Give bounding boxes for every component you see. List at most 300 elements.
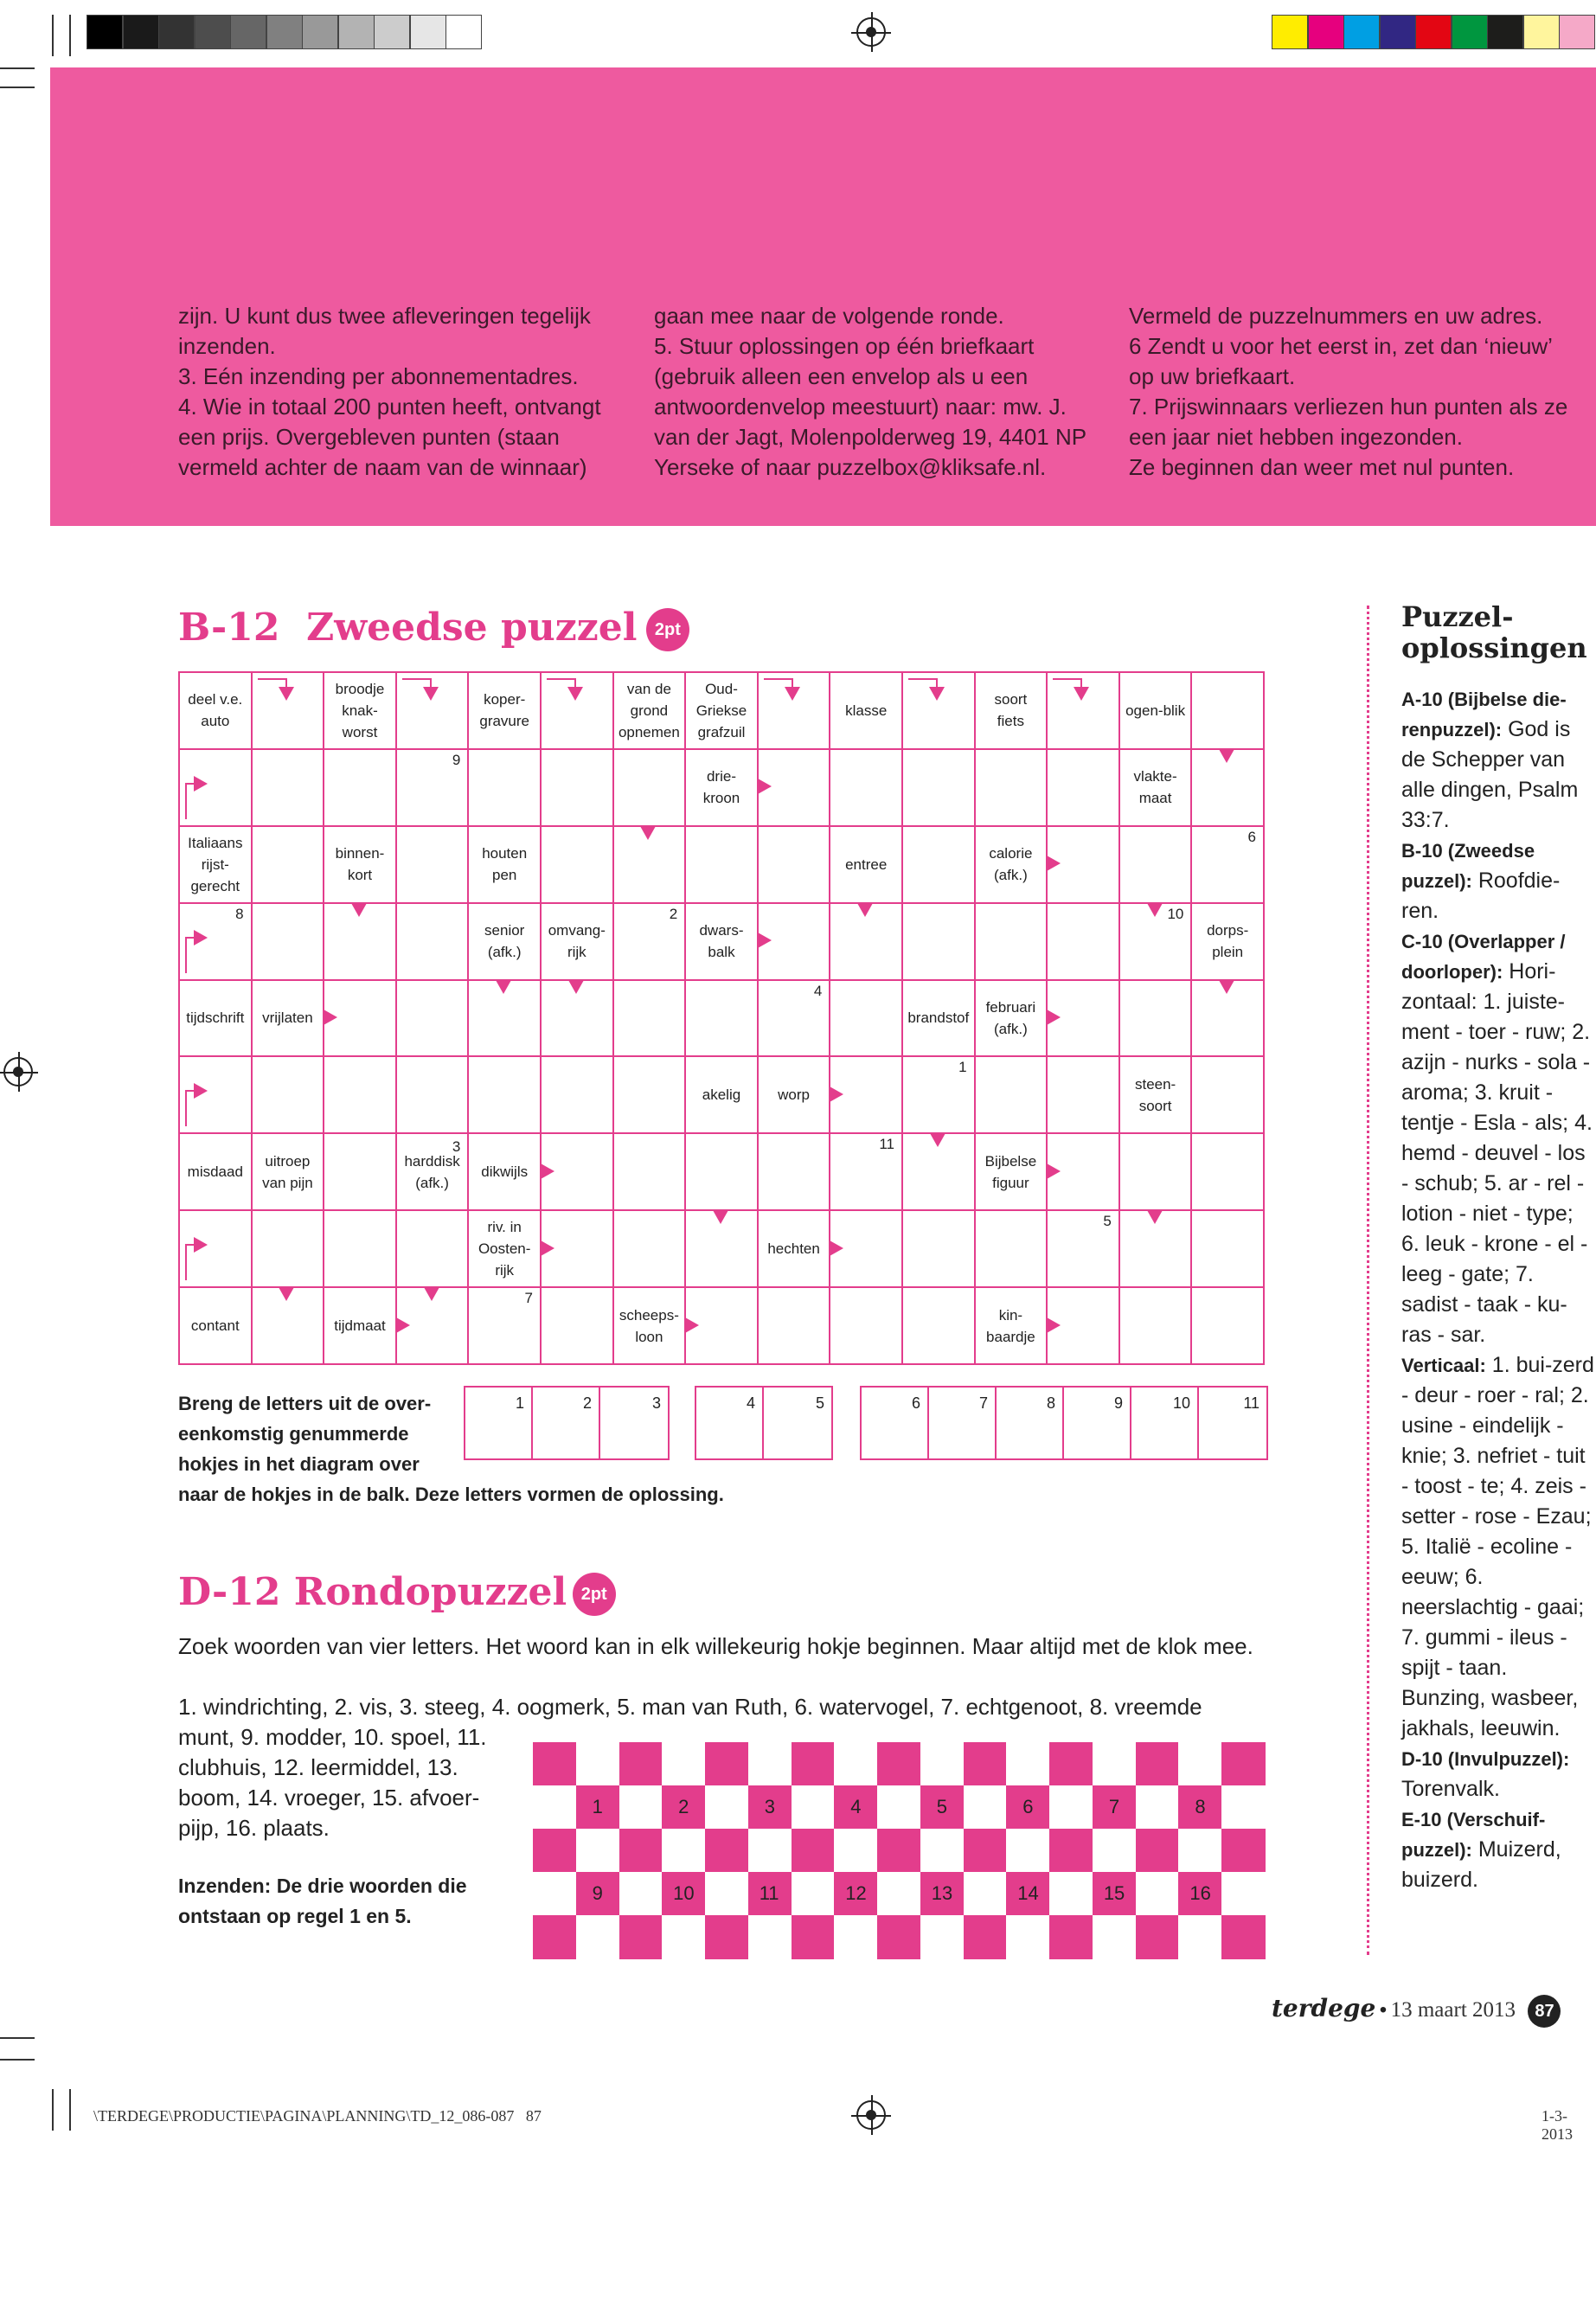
grid-cell (1190, 1132, 1265, 1211)
white-square (877, 1872, 921, 1916)
grid-cell (1046, 748, 1120, 827)
clue-text: senior (afk.) (484, 922, 525, 961)
color-swatch (266, 15, 303, 49)
white-square (619, 1872, 663, 1916)
grid-cell (251, 902, 325, 981)
arrow-down-icon (279, 687, 294, 701)
rules-text: 4. Wie in totaal 200 punten heeft, ontvangt een prijs. Overgebleven punten (staan vermeld achter de naam van de winnaar) (178, 394, 601, 480)
d12-clues (178, 1722, 524, 1843)
pink-square (619, 1829, 663, 1873)
sidebar-divider (1367, 606, 1369, 1955)
solution-cell (696, 1388, 764, 1458)
clue-text: scheeps-loon (619, 1306, 679, 1345)
grid-cell (829, 979, 903, 1058)
white-square (1221, 1872, 1266, 1916)
clue-text: drie-kroon (702, 768, 740, 807)
white-square (1221, 1785, 1266, 1830)
grid-cell (395, 825, 470, 904)
swedish-puzzle-grid (178, 671, 1263, 1363)
instruction-line: hokjes in het diagram over (178, 1453, 420, 1475)
arrow-right-icon (324, 1009, 337, 1025)
cell-number: 11 (879, 1136, 894, 1153)
color-swatch (338, 15, 375, 49)
clue-text: calorie (afk.) (989, 845, 1033, 884)
grid-cell (612, 1055, 687, 1134)
solution-entry (1401, 1350, 1596, 1744)
white-square (920, 1915, 965, 1959)
clue-text: contant (190, 1317, 240, 1335)
print-date: 1-3-2013 (1542, 2107, 1573, 2143)
white-square (576, 1829, 620, 1873)
white-square (834, 1742, 878, 1786)
arrow-down-icon (1219, 980, 1234, 994)
entry-heading: puzzel): (1401, 870, 1472, 892)
white-square (1093, 1742, 1137, 1786)
crop-mark (52, 15, 54, 56)
arrow-right-icon (758, 779, 772, 794)
pink-square (792, 1829, 836, 1873)
white-square (748, 1829, 792, 1873)
solutions-sidebar (1401, 601, 1596, 1895)
arrow-down-icon (1074, 687, 1089, 701)
clue-text: tijdmaat (334, 1317, 386, 1335)
rondo-number: 2 (678, 1796, 689, 1817)
white-square (748, 1742, 792, 1786)
clue-cell (974, 1286, 1048, 1365)
color-swatch (195, 15, 231, 49)
color-swatch (1523, 15, 1560, 49)
solution-entry (1401, 836, 1596, 926)
pink-square (792, 1742, 836, 1786)
clue-text: Bijbelse figuur (984, 1152, 1037, 1191)
clue-cell (178, 1286, 253, 1365)
pink-square (619, 1915, 663, 1959)
clue-text: deel v.e. auto (188, 691, 243, 730)
grid-cell (467, 748, 542, 827)
white-square (748, 1915, 792, 1959)
crop-mark (69, 2089, 71, 2131)
arrow-down-icon (279, 1287, 294, 1301)
pink-square (1136, 1829, 1180, 1873)
solution-number: 11 (1243, 1394, 1259, 1412)
arrow-right-icon (685, 1317, 699, 1333)
arrow-down-icon (351, 903, 367, 917)
clue-text: ogen-blik (1125, 702, 1186, 719)
rules-column-2 (654, 301, 1104, 483)
arrow-right-icon (1047, 856, 1061, 871)
white-square (705, 1872, 749, 1916)
solution-cell (764, 1388, 831, 1458)
grid-cell (540, 1286, 614, 1365)
arrow-right-icon (758, 933, 772, 948)
clue-line: clubhuis, 12. leermiddel, 13. (178, 1754, 458, 1780)
clue-text: dikwijls (481, 1163, 529, 1181)
d12-clues-line: 1. windrichting, 2. vis, 3. steeg, 4. oogmerk, 5. man van Ruth, 6. watervogel, 7. echtgenoot, 8. vreemde (178, 1694, 1202, 1720)
pink-square (619, 1742, 663, 1786)
d12-send-in (178, 1871, 467, 1932)
arrow-down-icon (785, 687, 800, 701)
grid-cell (1118, 1286, 1193, 1365)
rules-text: 7. Prijswinnaars verliezen hun punten als ze een jaar niet hebben ingezonden. (1129, 394, 1568, 450)
white-square (964, 1872, 1008, 1916)
grid-cell (1046, 1209, 1120, 1288)
grid-cell (323, 1209, 397, 1288)
rondo-number: 13 (931, 1882, 953, 1904)
color-swatch (1415, 15, 1452, 49)
issue-date: 13 maart 2013 (1390, 1998, 1516, 2022)
clue-cell (1190, 902, 1265, 981)
clue-line: boom, 14. vroeger, 15. afvoer- (178, 1785, 480, 1811)
clue-cell (467, 1209, 542, 1288)
entry-text: 1. bui-zerd - deur - roer - ral; 2. usine - eindelijk - knie; 3. nefriet - tuit - toost - te; 4. zeis - setter - rose - Ezau; 5. Italië - ecoline - eeuw; 6. neerslachtig - gaai; 7. gummi - ileus - spijt - taan. Bunzing, wasbeer, jakhals, leeuwin. (1401, 1353, 1594, 1740)
clue-text: broodje knak-worst (335, 680, 385, 740)
pink-square (964, 1915, 1008, 1959)
entry-heading: Verticaal: (1401, 1355, 1486, 1376)
rules-text: Vermeld de puzzelnummers en uw adres. (1129, 303, 1543, 329)
solution-cell (600, 1388, 668, 1458)
arrow-right-icon (194, 1083, 208, 1099)
rondo-number: 15 (1103, 1882, 1125, 1904)
color-swatch (1380, 15, 1416, 49)
sidebar-title-line: oplossingen (1401, 631, 1587, 664)
color-swatch (410, 15, 446, 49)
file-path: \TERDEGE\PRODUCTIE\PAGINA\PLANNING\TD_12_086-087 87 (93, 2107, 542, 2125)
color-swatch (302, 15, 338, 49)
grid-cell (467, 1286, 542, 1365)
grid-cell (612, 902, 687, 981)
pink-square (877, 1915, 921, 1959)
color-swatch (1272, 15, 1308, 49)
grid-cell (251, 1055, 325, 1134)
solution-cell (997, 1388, 1064, 1458)
pink-square (533, 1915, 577, 1959)
instruction-line: naar de hokjes in de balk. Deze letters vormen de oplossing. (178, 1484, 724, 1505)
clue-text: riv. in Oosten-rijk (478, 1219, 531, 1279)
arrow-right-icon (396, 1317, 410, 1333)
page-footer (1272, 1994, 1561, 2028)
clue-text: Italiaans rijst-gerecht (188, 834, 243, 894)
grid-cell (974, 1209, 1048, 1288)
clue-text: klasse (845, 702, 888, 719)
solution-group (860, 1386, 1268, 1460)
white-square (576, 1742, 620, 1786)
grid-cell (1046, 902, 1120, 981)
white-square (662, 1829, 706, 1873)
clue-text: vlakte-maat (1133, 768, 1177, 807)
pink-square (1221, 1915, 1266, 1959)
b12-title: B-12 Zweedse puzzel (178, 606, 638, 650)
grid-cell (684, 825, 759, 904)
grid-cell (251, 1209, 325, 1288)
arrow-down-icon (1147, 903, 1163, 917)
clue-line: pijp, 16. plaats. (178, 1815, 330, 1841)
crop-mark (0, 87, 35, 88)
cell-number: 4 (813, 982, 823, 999)
solution-number: 7 (978, 1394, 988, 1412)
solution-number: 2 (582, 1394, 592, 1412)
clue-cell (540, 902, 614, 981)
clue-text: dorps-plein (1207, 922, 1249, 961)
grid-cell (1118, 979, 1193, 1058)
clue-text: akelig (702, 1086, 741, 1104)
registration-mark-icon (3, 1057, 33, 1086)
rules-text: gaan mee naar de volgende ronde. (654, 303, 1004, 329)
rondo-number: 1 (592, 1796, 603, 1817)
crop-mark (0, 2037, 35, 2039)
grid-cell (757, 979, 831, 1058)
entry-heading: A-10 (Bijbelse die- (1401, 689, 1567, 710)
arrow-right-icon (1047, 1163, 1061, 1179)
registration-mark-icon (856, 2100, 886, 2130)
clue-text: houten pen (482, 845, 528, 884)
solution-number: 9 (1113, 1394, 1123, 1412)
grid-cell (1190, 1055, 1265, 1134)
cell-number: 3 (452, 1138, 461, 1156)
grid-cell (540, 825, 614, 904)
rondo-number: 6 (1022, 1796, 1034, 1817)
bullet: • (1379, 1998, 1388, 2022)
entry-heading: renpuzzel): (1401, 719, 1503, 740)
arrow-down-icon (713, 1210, 728, 1224)
grid-cell (829, 1286, 903, 1365)
grid-cell (974, 748, 1048, 827)
grid-cell (323, 748, 397, 827)
clue-cell (178, 979, 253, 1058)
grid-cell (323, 1132, 397, 1211)
d12-intro: Zoek woorden van vier letters. Het woord kan in elk willekeurig hokje beginnen. Maar altijd met de klok mee. (178, 1633, 1253, 1659)
clue-cell (323, 671, 397, 750)
grid-cell (540, 748, 614, 827)
arrow-down-icon (640, 826, 656, 840)
color-swatch (445, 15, 482, 49)
clue-text: vrijlaten (262, 1009, 313, 1027)
clue-cell (612, 671, 687, 750)
white-square (1049, 1785, 1093, 1830)
grid-cell (901, 1209, 976, 1288)
sidebar-entries (1401, 684, 1596, 1895)
solution-number: 6 (911, 1394, 920, 1412)
arrow-down-icon (496, 980, 511, 994)
registration-mark-icon (856, 17, 886, 47)
grid-cell (395, 748, 470, 827)
clue-text: hechten (767, 1240, 820, 1258)
pink-square (877, 1742, 921, 1786)
d12-title: D-12 Rondopuzzel (178, 1570, 567, 1614)
grid-cell (974, 902, 1048, 981)
clue-cell (323, 825, 397, 904)
crop-mark (0, 67, 35, 69)
sidebar-title (1401, 601, 1596, 663)
color-swatch (158, 15, 195, 49)
instruction-line: eenkomstig genummerde (178, 1423, 409, 1445)
arrow-right-icon (541, 1163, 554, 1179)
pink-square (533, 1742, 577, 1786)
solution-cell (1064, 1388, 1131, 1458)
clue-text: uitroep van pijn (262, 1152, 313, 1191)
solution-cell (1199, 1388, 1266, 1458)
clue-text: koper-gravure (479, 691, 529, 730)
clue-cell (974, 671, 1048, 750)
grid-cell (684, 1132, 759, 1211)
grid-cell (901, 748, 976, 827)
color-swatch (87, 15, 123, 49)
pink-square (1049, 1742, 1093, 1786)
solution-number: 3 (651, 1394, 661, 1412)
magazine-logo: terdege (1272, 1994, 1376, 2022)
clue-text: brandstof (907, 1009, 970, 1027)
arrow-right-icon (194, 930, 208, 945)
grid-cell (251, 825, 325, 904)
clue-cell (178, 1132, 253, 1211)
clue-text: entree (845, 856, 888, 873)
arrow-right-icon (1047, 1317, 1061, 1333)
cell-number: 6 (1247, 828, 1256, 845)
rules-text: Ze beginnen dan weer met nul punten. (1129, 454, 1515, 480)
solution-number: 8 (1046, 1394, 1055, 1412)
entry-text: Torenvalk. (1401, 1777, 1500, 1801)
color-swatch (1452, 15, 1488, 49)
clue-text: binnen-kort (335, 845, 385, 884)
grid-cell (901, 825, 976, 904)
rondo-number: 5 (936, 1796, 947, 1817)
pink-square (533, 1829, 577, 1873)
clue-cell (1118, 671, 1193, 750)
white-square (792, 1872, 836, 1916)
white-square (920, 1829, 965, 1873)
page-number: 87 (1528, 1995, 1561, 2028)
entry-heading: D-10 (Invulpuzzel): (1401, 1748, 1570, 1770)
pink-square (1221, 1742, 1266, 1786)
color-swatch (1559, 15, 1595, 49)
entry-heading: doorloper): (1401, 961, 1503, 983)
points-badge: 2pt (573, 1573, 616, 1616)
pink-square (1221, 1829, 1266, 1873)
solution-entry (1401, 1804, 1596, 1895)
pink-square (705, 1915, 749, 1959)
send-in-line: ontstaan op regel 1 en 5. (178, 1905, 412, 1927)
entry-text: Hori-zontaal: 1. juiste-ment - toer - ruw; 2. azijn - nurks - sola - aroma; 3. kruit - tentje - Esla - als; 4. hemd - deuvel - los - schub; 5. ar - rel - lotion - niet - type; 6. leuk - krone - el - leeg - gate; 7. sadist - taak - ku-ras - sar. (1401, 959, 1593, 1347)
cell-number: 10 (1167, 905, 1184, 922)
rondo-number: 14 (1017, 1882, 1039, 1904)
rules-text: 6 Zendt u voor het eerst in, zet dan ‘nieuw’ op uw briefkaart. (1129, 333, 1552, 389)
pink-square (964, 1829, 1008, 1873)
grid-cell (901, 1286, 976, 1365)
white-square (920, 1742, 965, 1786)
solution-group (695, 1386, 833, 1460)
color-swatch (1487, 15, 1523, 49)
grid-cell (829, 1132, 903, 1211)
arrow-down-icon (929, 687, 945, 701)
send-in-line: Inzenden: De drie woorden die (178, 1875, 467, 1897)
white-square (792, 1785, 836, 1830)
rondo-number: 3 (764, 1796, 775, 1817)
grid-cell (395, 1209, 470, 1288)
crop-mark (52, 2089, 54, 2131)
grid-cell (1190, 1209, 1265, 1288)
solution-cell (465, 1388, 533, 1458)
clue-text: soort fiets (994, 691, 1028, 730)
arrow-right-icon (541, 1240, 554, 1256)
arrow-down-icon (1219, 749, 1234, 763)
clue-cell (467, 902, 542, 981)
clue-cell (757, 1209, 831, 1288)
pink-square (964, 1742, 1008, 1786)
solution-cell (1131, 1388, 1199, 1458)
rondo-number: 16 (1189, 1882, 1211, 1904)
rondo-number: 8 (1195, 1796, 1206, 1817)
rondo-number: 7 (1108, 1796, 1120, 1817)
grid-cell (757, 1132, 831, 1211)
color-swatch (1308, 15, 1344, 49)
solution-number: 10 (1172, 1394, 1190, 1412)
clue-cell (684, 671, 759, 750)
d12-heading (178, 1570, 616, 1616)
white-square (1006, 1742, 1050, 1786)
entry-text: Muizerd, buizerd. (1401, 1837, 1561, 1892)
color-swatch (1343, 15, 1380, 49)
grid-cell (901, 902, 976, 981)
clue-cell (178, 671, 253, 750)
grid-cell (323, 1055, 397, 1134)
clue-cell (612, 1286, 687, 1365)
arrow-right-icon (830, 1240, 843, 1256)
pink-square (1136, 1742, 1180, 1786)
grid-cell (829, 748, 903, 827)
rondo-grid (533, 1742, 1265, 1958)
grid-cell (395, 1055, 470, 1134)
white-square (1093, 1915, 1137, 1959)
rules-column-3 (1129, 301, 1579, 483)
entry-heading: B-10 (Zweedse (1401, 840, 1535, 862)
arrow-down-icon (930, 1133, 945, 1147)
arrow-down-icon (424, 1287, 439, 1301)
rondo-number: 10 (673, 1882, 695, 1904)
white-square (533, 1785, 577, 1830)
clue-cell (467, 1132, 542, 1211)
grid-cell (974, 1055, 1048, 1134)
white-square (1178, 1742, 1222, 1786)
clue-cell (251, 979, 325, 1058)
clue-cell (1118, 748, 1193, 827)
clue-text: februari (afk.) (985, 998, 1036, 1037)
rules-text: 5. Stuur oplossingen op één briefkaart (gebruik alleen een envelop als u een antwoordenvelop meestuurt) naar: mw. J. van der Jagt, Molenpolderweg 19, 4401 NP Yerseke of naar puzzelbox@kliksafe.nl. (654, 333, 1086, 480)
cell-number: 8 (235, 905, 244, 922)
clue-cell (467, 825, 542, 904)
solution-cell (929, 1388, 997, 1458)
clue-cell (178, 825, 253, 904)
crop-mark (69, 15, 71, 56)
solution-number: 1 (515, 1394, 524, 1412)
white-square (1178, 1915, 1222, 1959)
grid-cell (1190, 825, 1265, 904)
clue-cell (901, 979, 976, 1058)
arrow-right-icon (1047, 1009, 1061, 1025)
solution-number: 5 (815, 1394, 824, 1412)
b12-heading (178, 606, 689, 651)
clue-text: tijdschrift (186, 1009, 245, 1027)
arrow-right-icon (194, 1237, 208, 1253)
grid-cell (757, 1286, 831, 1365)
rondo-number: 9 (592, 1882, 603, 1904)
clue-text: harddisk (afk.) (404, 1152, 460, 1191)
white-square (1093, 1829, 1137, 1873)
clue-cell (684, 1055, 759, 1134)
solution-cell (533, 1388, 600, 1458)
pink-square (1136, 1915, 1180, 1959)
rules-text: zijn. U kunt dus twee afleveringen tegelijk inzenden. (178, 303, 591, 359)
cell-number: 9 (452, 751, 461, 768)
pink-square (877, 1829, 921, 1873)
